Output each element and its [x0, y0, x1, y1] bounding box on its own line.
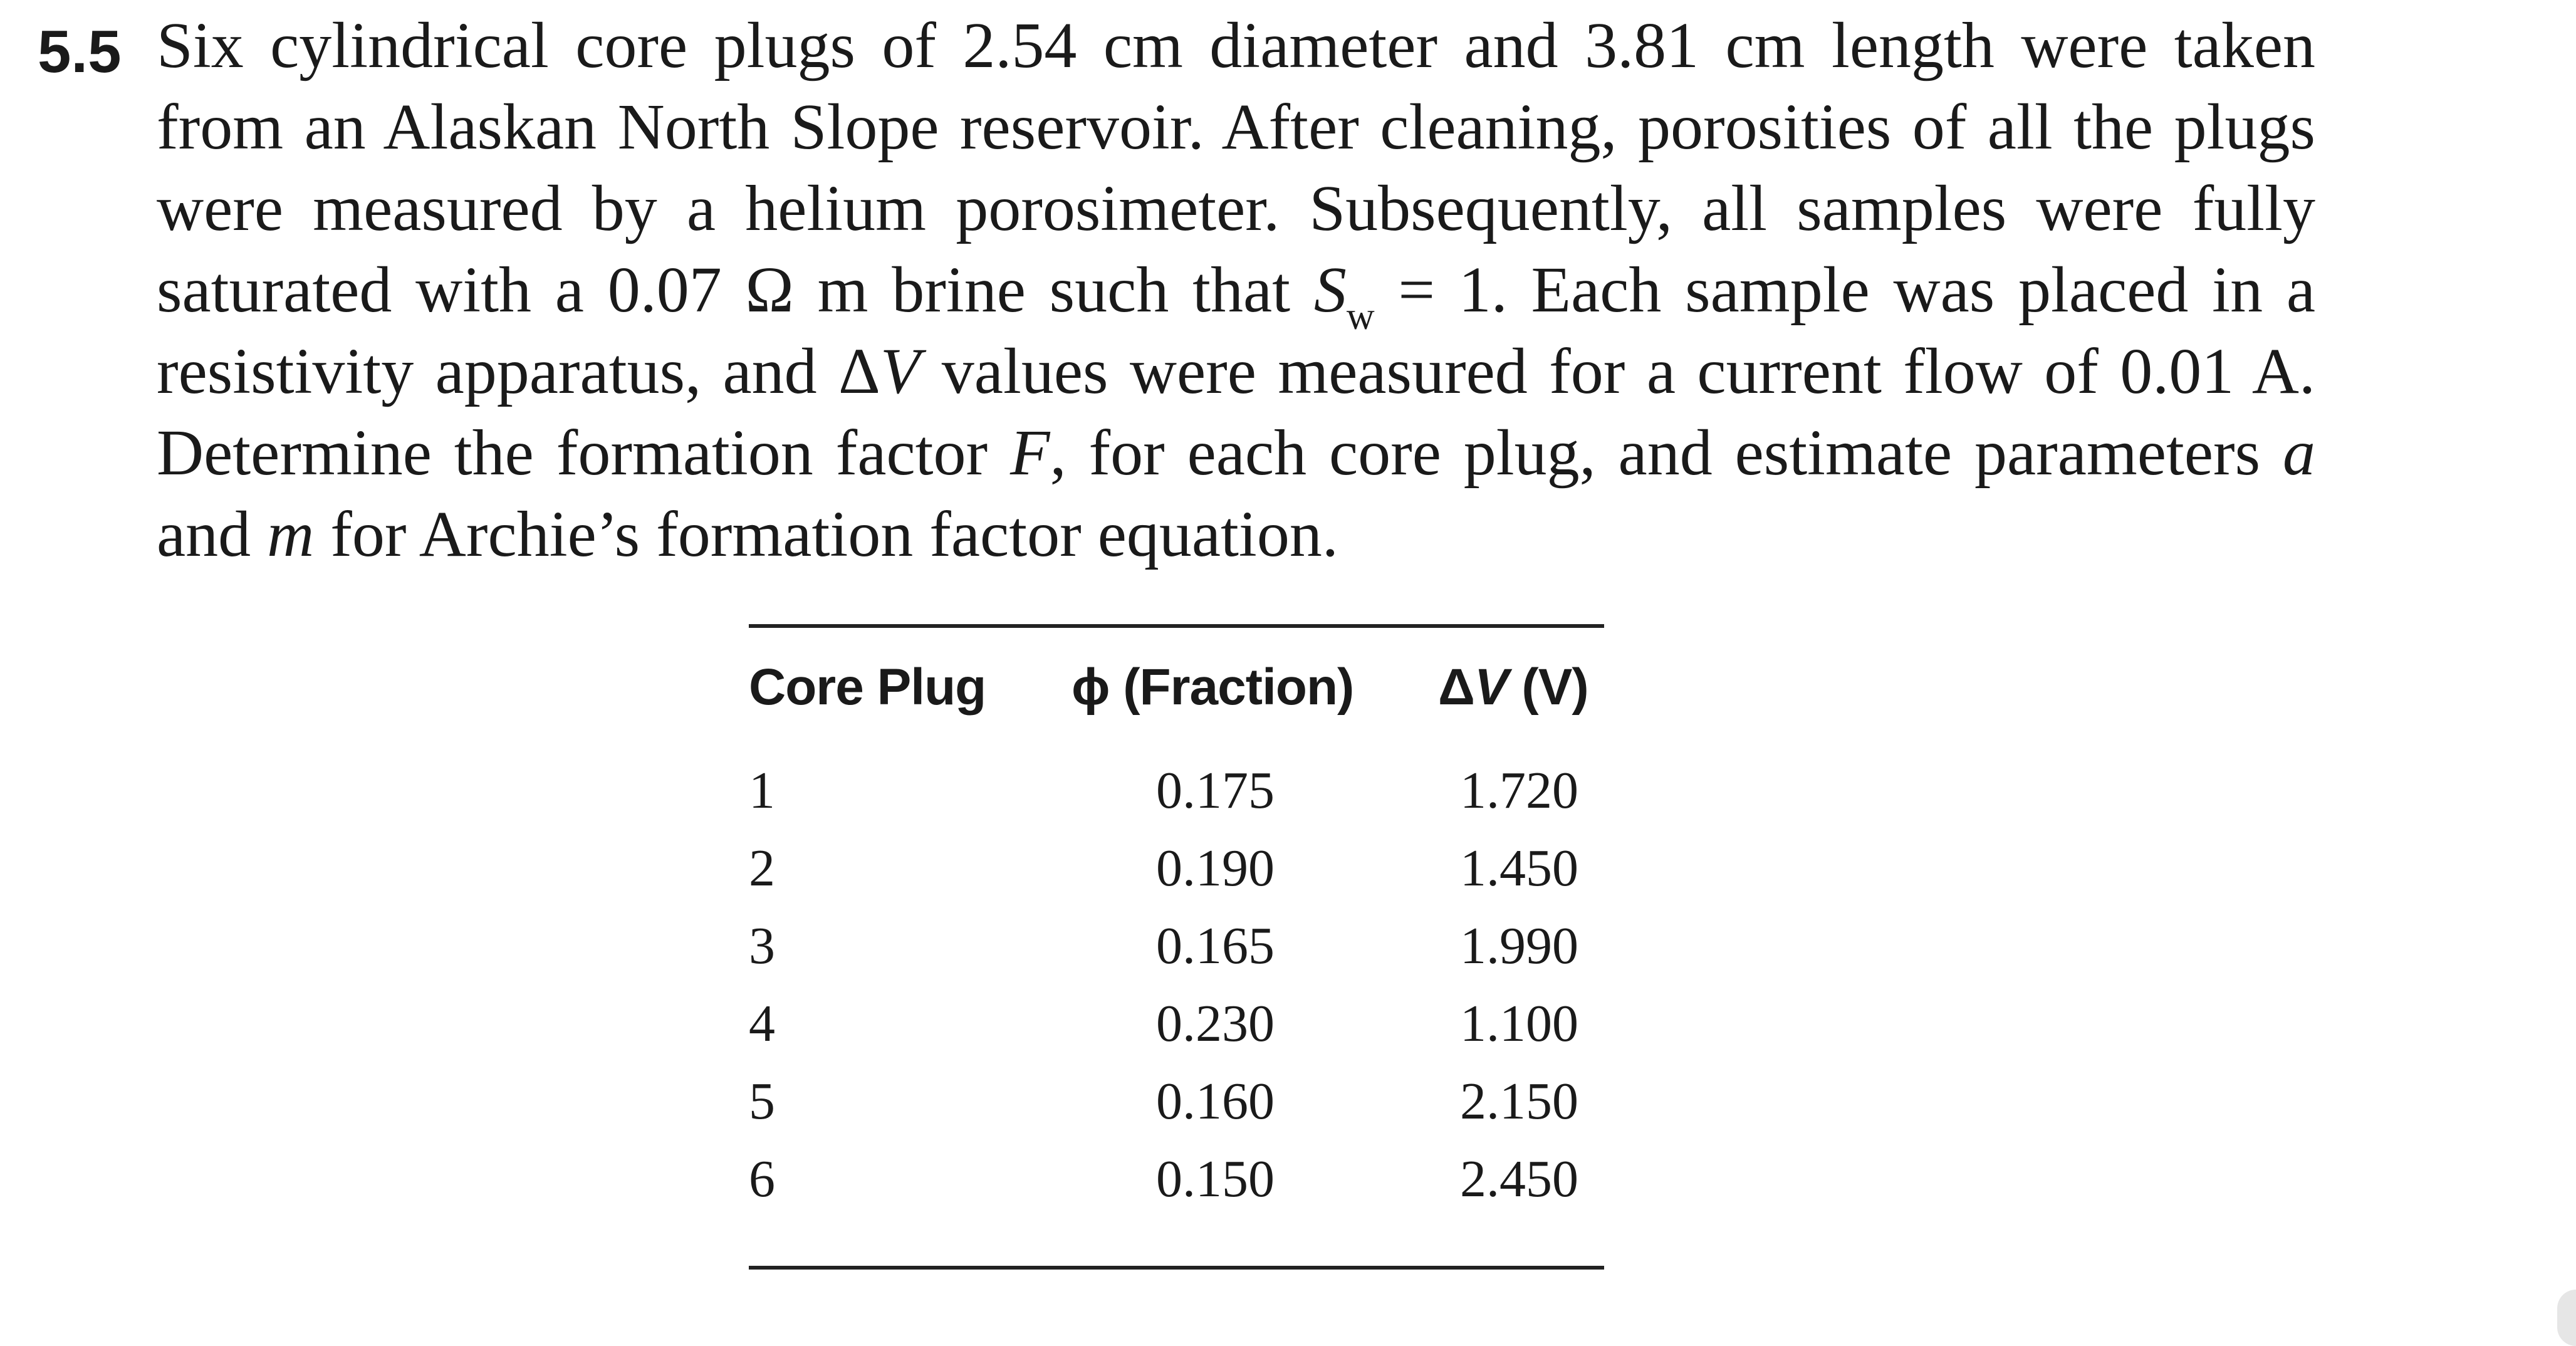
parameter-m-variable: m: [267, 498, 315, 570]
core-plug-table: [749, 620, 1604, 1278]
table-row: [749, 985, 1604, 1063]
cell-plug: 2: [749, 839, 775, 897]
problem-line-7: [157, 494, 2315, 575]
table-row: [749, 752, 1604, 830]
formation-factor-variable: F: [1010, 417, 1050, 489]
problem-line-3: were measured by a helium porosimeter. Subsequently, all samples were fully: [157, 172, 2315, 244]
problem-line-2: from an Alaskan North Slope reservoir. After cleaning, porosities of all the plugs: [157, 91, 2315, 163]
cell-porosity: 0.230: [1156, 994, 1275, 1053]
header-v-variable: V: [1474, 659, 1508, 716]
problem-line-1: Six cylindrical core plugs of 2.54 cm diameter and 3.81 cm length were taken: [157, 9, 2315, 81]
cell-porosity: 0.175: [1156, 761, 1275, 820]
page-corner-shadow: [2557, 1290, 2576, 1346]
cell-plug: 1: [749, 761, 775, 820]
header-porosity-label: (Fraction): [1109, 659, 1354, 716]
line-4-text-a: saturated with a 0.07 Ω m brine such that: [157, 254, 1314, 326]
cell-plug: 5: [749, 1072, 775, 1130]
cell-delta-v: 1.450: [1460, 839, 1578, 897]
cell-porosity: 0.165: [1156, 917, 1275, 975]
line-7-text-a: and: [157, 498, 268, 570]
table-top-rule: [749, 624, 1604, 628]
water-saturation-symbol: [1313, 254, 1375, 338]
table-row: [749, 1063, 1604, 1140]
cell-porosity: 0.150: [1156, 1150, 1275, 1208]
problem-line-4: [157, 249, 2315, 340]
line-6-text-a: Determine the formation factor: [157, 417, 1011, 489]
problem-statement: [0, 0, 2576, 627]
line-4-text-b: = 1. Each sample was placed in a: [1374, 254, 2315, 326]
problem-number: 5.5: [38, 18, 122, 85]
table-body: [749, 752, 1604, 1218]
line-6-text-b: , for each core plug, and estimate parameters: [1050, 417, 2283, 489]
parameter-a-variable: a: [2283, 417, 2316, 489]
header-porosity: [1072, 653, 1353, 722]
table-bottom-rule: [749, 1266, 1604, 1270]
delta-symbol: Δ: [1438, 659, 1474, 716]
phi-symbol: ϕ: [1072, 659, 1110, 716]
cell-plug: 6: [749, 1150, 775, 1208]
cell-delta-v: 1.720: [1460, 761, 1578, 820]
table-row: [749, 907, 1604, 985]
table-row: [749, 830, 1604, 907]
cell-plug: 4: [749, 994, 775, 1053]
header-delta-v: [1438, 653, 1588, 722]
cell-delta-v: 1.990: [1460, 917, 1578, 975]
voltage-variable: V: [880, 335, 920, 407]
line-7-text-b: for Archie’s formation factor equation.: [314, 498, 1338, 570]
cell-plug: 3: [749, 917, 775, 975]
problem-line-6: [157, 412, 2315, 494]
cell-delta-v: 2.150: [1460, 1072, 1578, 1130]
problem-line-5: [157, 331, 2315, 412]
line-5-text-b: values were measured for a current flow of 0.01 A.: [920, 335, 2316, 407]
cell-porosity: 0.190: [1156, 839, 1275, 897]
cell-porosity: 0.160: [1156, 1072, 1275, 1130]
header-core-plug: Core Plug: [749, 659, 986, 716]
cell-delta-v: 1.100: [1460, 994, 1578, 1053]
table-row: [749, 1140, 1604, 1218]
line-5-text-a: resistivity apparatus, and Δ: [157, 335, 880, 407]
header-volt-unit: (V): [1508, 659, 1588, 716]
saturation-variable: S: [1313, 254, 1347, 326]
saturation-subscript: w: [1346, 295, 1375, 338]
cell-delta-v: 2.450: [1460, 1150, 1578, 1208]
